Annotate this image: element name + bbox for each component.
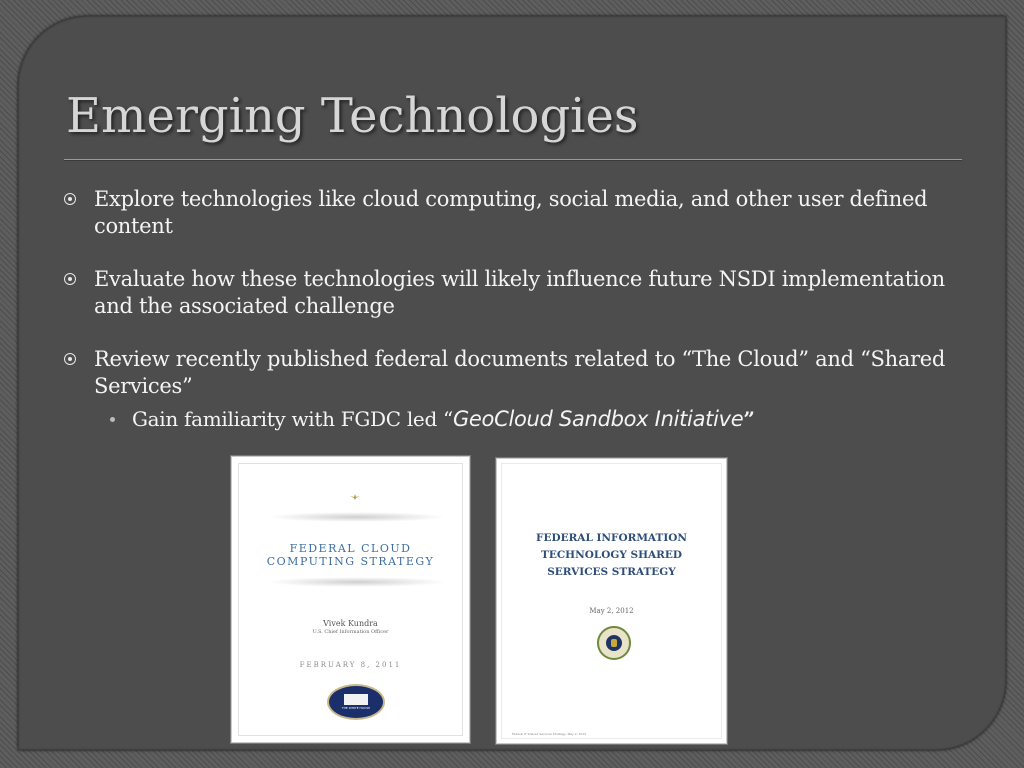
seal-text: THE WHITE HOUSE <box>341 706 371 710</box>
title-line: TECHNOLOGY SHARED <box>541 549 682 561</box>
sub-bullet-italic: GeoCloud Sandbox Initiative <box>452 407 744 431</box>
sub-bullet-item <box>64 406 964 432</box>
shared-services-document <box>496 458 727 744</box>
title-line: SERVICES STRATEGY <box>547 566 676 578</box>
author-role: U.S. Chief Information Officer <box>312 629 389 635</box>
document-footer: Federal IT Shared Services Strategy, May 2, 2012 <box>512 732 587 736</box>
bullet-item <box>64 266 964 320</box>
decorative-band <box>267 512 447 522</box>
document-date: FEBRUARY 8, 2011 <box>299 661 402 669</box>
house-shape <box>344 694 368 705</box>
bullet-text: Evaluate how these technologies will likely influence future NSDI implementation and the associated challenge <box>94 267 945 318</box>
dot-bullet-icon <box>110 417 115 422</box>
document-title <box>239 542 462 568</box>
document-date: May 2, 2012 <box>589 607 634 615</box>
seal-core <box>606 635 622 651</box>
document-frame <box>501 463 722 739</box>
white-house-seal-icon <box>327 684 385 720</box>
sub-bullet-suffix: ” <box>743 407 755 431</box>
title-line: FEDERAL INFORMATION <box>536 532 687 544</box>
eagle-icon <box>350 494 360 500</box>
bullet-list <box>64 186 964 432</box>
title-line: FEDERAL CLOUD <box>289 542 412 555</box>
bullet-text: Review recently published federal documents related to “The Cloud” and “Shared Services” <box>94 347 946 398</box>
title-line: COMPUTING STRATEGY <box>266 555 435 568</box>
document-title <box>502 530 721 581</box>
document-frame <box>238 463 463 736</box>
circle-bullet-icon <box>64 193 76 205</box>
bullet-text: Explore technologies like cloud computing, social media, and other user defined content <box>94 187 928 238</box>
cloud-strategy-document <box>231 456 470 743</box>
bullet-item <box>64 186 964 240</box>
omb-seal-icon <box>597 626 631 660</box>
circle-bullet-icon <box>64 353 76 365</box>
title-divider <box>64 159 962 161</box>
slide-title: Emerging Technologies <box>66 88 639 144</box>
author-name: Vivek Kundra <box>323 619 378 628</box>
sub-bullet-prefix: Gain familiarity with FGDC led “ <box>132 407 453 431</box>
decorative-band <box>267 577 447 587</box>
bullet-item <box>64 346 964 432</box>
circle-bullet-icon <box>64 273 76 285</box>
